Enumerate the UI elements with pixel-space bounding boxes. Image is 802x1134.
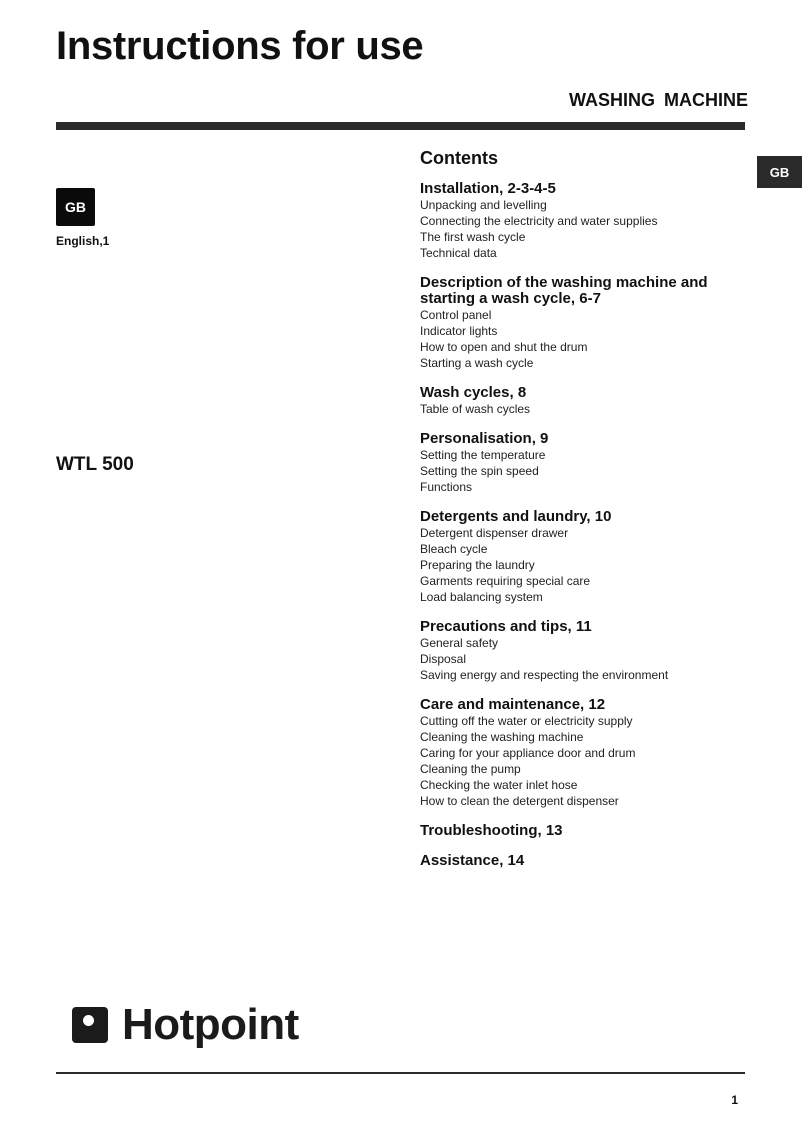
document-subtitle: WASHING MACHINE bbox=[569, 90, 748, 110]
contents-section bbox=[420, 823, 750, 839]
section-item: Indicator lights bbox=[420, 324, 498, 338]
contents-section bbox=[420, 275, 750, 371]
section-item: Functions bbox=[420, 480, 473, 494]
section-item: Table of wash cycles bbox=[420, 402, 531, 416]
contents-panel bbox=[420, 148, 750, 883]
document-title: Instructions for use bbox=[56, 24, 424, 68]
model-number: WTL 500 bbox=[56, 454, 134, 475]
section-item: Unpacking and levelling bbox=[420, 198, 547, 212]
page-number: 1 bbox=[731, 1093, 738, 1107]
section-item: Caring for your appliance door and drum bbox=[420, 746, 636, 760]
section-title: Detergents and laundry, 10 bbox=[420, 508, 612, 525]
section-item: Connecting the electricity and water supplies bbox=[420, 214, 658, 228]
section-item: Disposal bbox=[420, 652, 467, 666]
contents-sections bbox=[420, 181, 750, 869]
contents-section bbox=[420, 509, 750, 605]
section-item: Saving energy and respecting the environment bbox=[420, 668, 669, 682]
section-item: Checking the water inlet hose bbox=[420, 778, 578, 792]
section-title: Troubleshooting, 13 bbox=[420, 822, 563, 839]
contents-section bbox=[420, 853, 750, 869]
section-title: Assistance, 14 bbox=[420, 852, 525, 869]
contents-heading: Contents bbox=[420, 148, 498, 168]
contents-section bbox=[420, 181, 750, 261]
language-label: English,1 bbox=[56, 234, 110, 248]
section-item: Control panel bbox=[420, 308, 492, 322]
section-title: Installation, 2-3-4-5 bbox=[420, 180, 556, 197]
section-item: Cutting off the water or electricity supply bbox=[420, 714, 633, 728]
section-item: Preparing the laundry bbox=[420, 558, 535, 572]
contents-section bbox=[420, 619, 750, 683]
section-title: Care and maintenance, 12 bbox=[420, 696, 606, 713]
section-item: Setting the spin speed bbox=[420, 464, 539, 478]
section-item: Bleach cycle bbox=[420, 542, 488, 556]
section-item: Cleaning the washing machine bbox=[420, 730, 584, 744]
section-item: General safety bbox=[420, 636, 499, 650]
contents-section bbox=[420, 697, 750, 809]
section-item: Garments requiring special care bbox=[420, 574, 591, 588]
section-title: Precautions and tips, 11 bbox=[420, 618, 592, 635]
language-badge: GB bbox=[56, 188, 95, 226]
section-item: Detergent dispenser drawer bbox=[420, 526, 569, 540]
section-item: Technical data bbox=[420, 246, 497, 260]
brand-name: Hotpoint bbox=[122, 1000, 299, 1049]
section-item: Starting a wash cycle bbox=[420, 356, 534, 370]
section-title: Personalisation, 9 bbox=[420, 430, 549, 447]
section-item: Cleaning the pump bbox=[420, 762, 521, 776]
section-item: The first wash cycle bbox=[420, 230, 526, 244]
top-divider bbox=[56, 122, 745, 130]
contents-section bbox=[420, 431, 750, 495]
brand-logo bbox=[72, 1000, 299, 1049]
section-item: How to clean the detergent dispenser bbox=[420, 794, 619, 808]
section-item: Setting the temperature bbox=[420, 448, 546, 462]
section-title: Wash cycles, 8 bbox=[420, 384, 527, 401]
hotpoint-logo-icon bbox=[72, 1007, 108, 1043]
side-language-tab: GB bbox=[757, 156, 802, 188]
section-title: Description of the washing machine and starting a wash cycle, 6-7 bbox=[420, 274, 708, 307]
section-item: Load balancing system bbox=[420, 590, 543, 604]
section-item: How to open and shut the drum bbox=[420, 340, 588, 354]
bottom-divider bbox=[56, 1072, 745, 1074]
contents-section bbox=[420, 385, 750, 417]
